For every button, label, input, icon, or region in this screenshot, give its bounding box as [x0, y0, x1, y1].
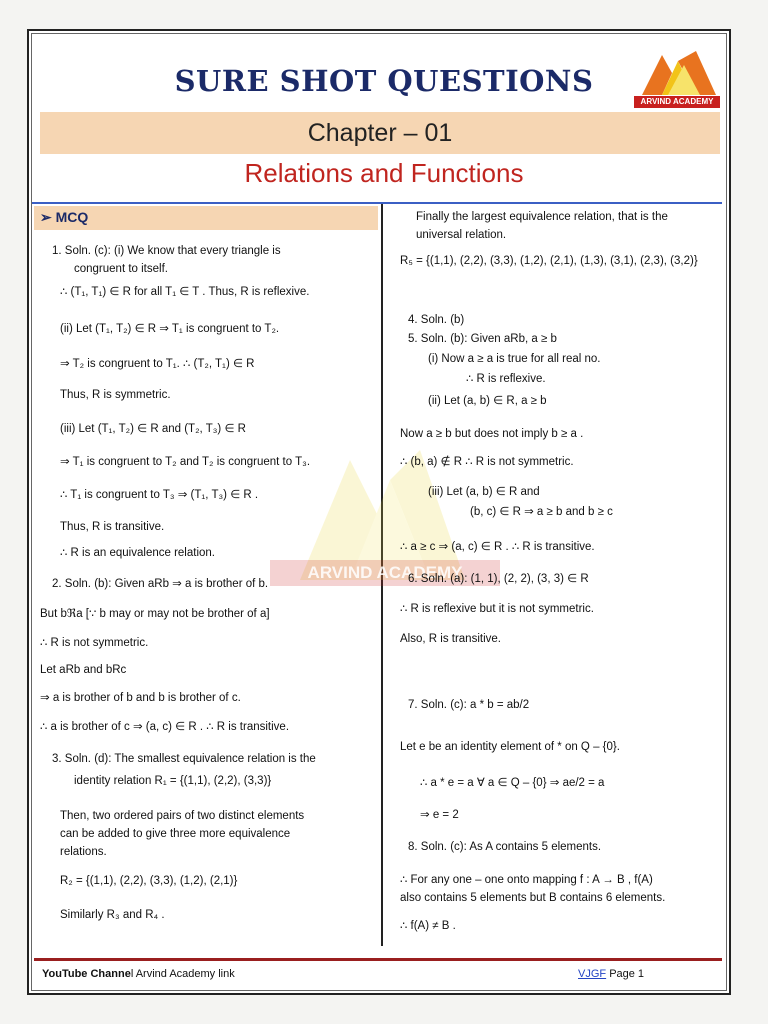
- left-line: 1. Soln. (c): (i) We know that every triangle is: [52, 245, 281, 257]
- right-line: 4. Soln. (b): [408, 314, 465, 326]
- left-line: But bℜa [∵ b may or may not be brother of a]: [40, 608, 270, 620]
- right-line: ∴ a ≥ c ⇒ (a, c) ∈ R . ∴ R is transitive.: [400, 541, 595, 553]
- header-divider: [32, 202, 722, 204]
- left-line: ∴ T₁ is congruent to T₃ ⇒ (T₁, T₃) ∈ R .: [60, 489, 259, 501]
- right-line: ⇒ e = 2: [420, 809, 459, 821]
- right-line: 7. Soln. (c): a * b = ab/2: [408, 699, 530, 711]
- watermark-text: ARVIND ACADEMY: [270, 560, 500, 586]
- right-line: ∴ R is reflexive.: [466, 373, 546, 385]
- right-line: Finally the largest equivalence relation, that is the: [416, 211, 668, 223]
- page-number: Page 1: [609, 968, 645, 980]
- left-line: ∴ R is an equivalence relation.: [60, 547, 215, 559]
- footer-page: [578, 968, 644, 980]
- logo-text: ARVIND ACADEMY: [634, 96, 720, 108]
- page-title: SURE SHOT QUESTIONS: [174, 64, 594, 98]
- footer-channel: YouTube Channel Arvind Academy link: [42, 968, 235, 980]
- right-line: 5. Soln. (b): Given aRb, a ≥ b: [408, 333, 557, 345]
- right-line: ∴ For any one – one onto mapping f : A → B , f(A): [400, 874, 653, 886]
- left-line: ∴ (T₁, T₁) ∈ R for all T₁ ∈ T . Thus, R is reflexive.: [60, 286, 310, 298]
- footer-link[interactable]: VJGF: [578, 968, 607, 980]
- left-line: ⇒ T₂ is congruent to T₁. ∴ (T₂, T₁) ∈ R: [60, 358, 255, 370]
- right-line: R₅ = {(1,1), (2,2), (3,3), (1,2), (2,1), (1,3), (3,1), (2,3), (3,2)}: [400, 255, 698, 267]
- footer-rule: [34, 958, 722, 961]
- right-line: (b, c) ∈ R ⇒ a ≥ b and b ≥ c: [470, 506, 613, 518]
- right-line: Let e be an identity element of * on Q – {0}.: [400, 741, 620, 753]
- left-line: 2. Soln. (b): Given aRb ⇒ a is brother of b.: [52, 578, 269, 590]
- left-line: Thus, R is symmetric.: [60, 389, 171, 401]
- section-label: ➢ MCQ: [40, 209, 89, 225]
- left-line: relations.: [60, 846, 107, 858]
- left-line: identity relation R₁ = {(1,1), (2,2), (3,3)}: [74, 775, 272, 787]
- arrow-bullet-icon: ➢: [40, 209, 56, 225]
- left-line: ∴ a is brother of c ⇒ (a, c) ∈ R . ∴ R is transitive.: [40, 721, 290, 733]
- left-line: R₂ = {(1,1), (2,2), (3,3), (1,2), (2,1)}: [60, 875, 238, 887]
- left-line: ∴ R is not symmetric.: [40, 637, 149, 649]
- right-line: also contains 5 elements but B contains 6 elements.: [400, 892, 666, 904]
- chapter-heading: Chapter – 01: [40, 112, 720, 154]
- right-line: ∴ a * e = a ∀ a ∈ Q – {0} ⇒ ae/2 = a: [420, 777, 605, 789]
- right-line: (i) Now a ≥ a is true for all real no.: [428, 353, 601, 365]
- left-line: congruent to itself.: [74, 263, 168, 275]
- right-line: (ii) Let (a, b) ∈ R, a ≥ b: [428, 395, 547, 407]
- left-line: ⇒ a is brother of b and b is brother of c.: [40, 692, 241, 704]
- right-line: ∴ R is reflexive but it is not symmetric.: [400, 603, 594, 615]
- left-line: Similarly R₃ and R₄ .: [60, 909, 165, 921]
- left-line: Then, two ordered pairs of two distinct elements: [60, 810, 305, 822]
- right-line: (iii) Let (a, b) ∈ R and: [428, 486, 540, 498]
- left-line: Let aRb and bRc: [40, 664, 127, 676]
- left-line: (iii) Let (T₁, T₂) ∈ R and (T₂, T₃) ∈ R: [60, 423, 246, 435]
- left-line: ⇒ T₁ is congruent to T₂ and T₂ is congruent to T₃.: [60, 456, 311, 468]
- left-line: can be added to give three more equivalence: [60, 828, 291, 840]
- right-line: ∴ f(A) ≠ B .: [400, 920, 456, 932]
- right-line: 6. Soln. (a): (1, 1), (2, 2), (3, 3) ∈ R: [408, 573, 589, 585]
- right-line: Also, R is transitive.: [400, 633, 501, 645]
- left-line: Thus, R is transitive.: [60, 521, 165, 533]
- right-line: universal relation.: [416, 229, 507, 241]
- left-line: (ii) Let (T₁, T₂) ∈ R ⇒ T₁ is congruent to T₂.: [60, 323, 280, 335]
- right-line: Now a ≥ b but does not imply b ≥ a .: [400, 428, 584, 440]
- right-line: ∴ (b, a) ∉ R ∴ R is not symmetric.: [400, 456, 574, 468]
- chapter-subtitle: Relations and Functions: [244, 158, 524, 188]
- left-line: 3. Soln. (d): The smallest equivalence relation is the: [52, 753, 316, 765]
- right-line: 8. Soln. (c): As A contains 5 elements.: [408, 841, 602, 853]
